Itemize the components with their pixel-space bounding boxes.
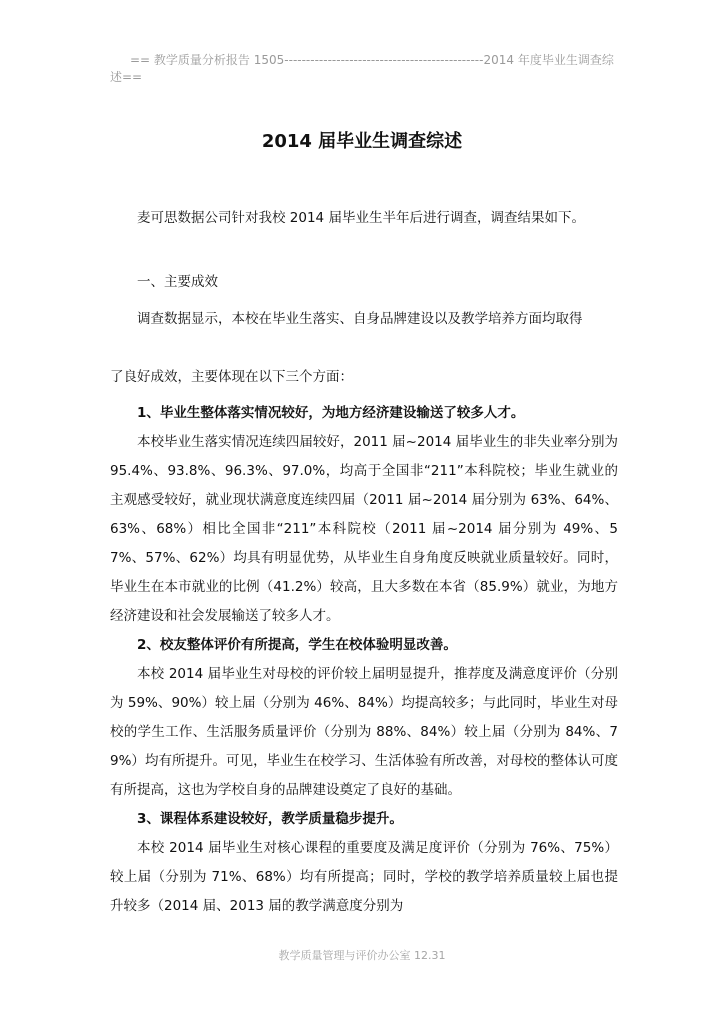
summary-line-2: 了良好成效，主要体现在以下三个方面： (110, 369, 353, 385)
summary-line-1: 调查数据显示，本校在毕业生落实、自身品牌建设以及教学培养方面均取得 (137, 311, 583, 327)
point-2-body: 本校 2014 届毕业生对母校的评价较上届明显提升，推荐度及满意度评价（分别为 59%、90%）较上届（分别为 46%、84%）均提高较多；与此同时，毕业生对母校的学生工作、生活服务质量评价（分别为 88%、84%）较上届（分别为 84%、79%）均有所提升。可见，毕业生在校学习、生活体验有所改善，对母校的整体认可度有所提高，这也为学校自身的品牌建设奠定了良好的基础。 (110, 666, 618, 798)
document-title: 2014 届毕业生调查综述 (261, 131, 463, 152)
intro-paragraph: 麦可思数据公司针对我校 2014 届毕业生半年后进行调查，调查结果如下。 (137, 210, 585, 226)
point-3-heading: 3、课程体系建设较好，教学质量稳步提升。 (137, 811, 403, 827)
point-2-heading: 2、校友整体评价有所提高，学生在校体验明显改善。 (137, 637, 457, 653)
section-heading: 一、主要成效 (137, 274, 218, 290)
page-footer: 教学质量管理与评价办公室 12.31 (278, 949, 446, 962)
point-3-body: 本校 2014 届毕业生对核心课程的重要度及满足度评价（分别为 76%、75%）较上届（分别为 71%、68%）均有所提高；同时，学校的教学培养质量较上届也提升较多（2014 届、2013 届的教学满意度分别为 (110, 840, 618, 914)
page-header: == 教学质量分析报告 1505----------------------------------------------2014 年度毕业生调查综述== (110, 53, 614, 84)
point-1-body: 本校毕业生落实情况连续四届较好，2011 届~2014 届毕业生的非失业率分别为 95.4%、93.8%、96.3%、97.0%，均高于全国非“211”本科院校；毕业生就业的主观感受较好，就业现状满意度连续四届（2011 届~2014 届分别为 63%、64%、63%、68%）相比全国非“211”本科院校（2011 届~2014 届分别为 49%、57%、57%、62%）均具有明显优势，从毕业生自身角度反映就业质量较好。同时，毕业生在本市就业的比例（41.2%）较高，且大多数在本省（85.9%）就业，为地方经济建设和社会发展输送了较多人才。 (110, 434, 618, 624)
findings-block (110, 399, 618, 921)
point-1-heading: 1、毕业生整体落实情况较好，为地方经济建设输送了较多人才。 (137, 405, 525, 421)
